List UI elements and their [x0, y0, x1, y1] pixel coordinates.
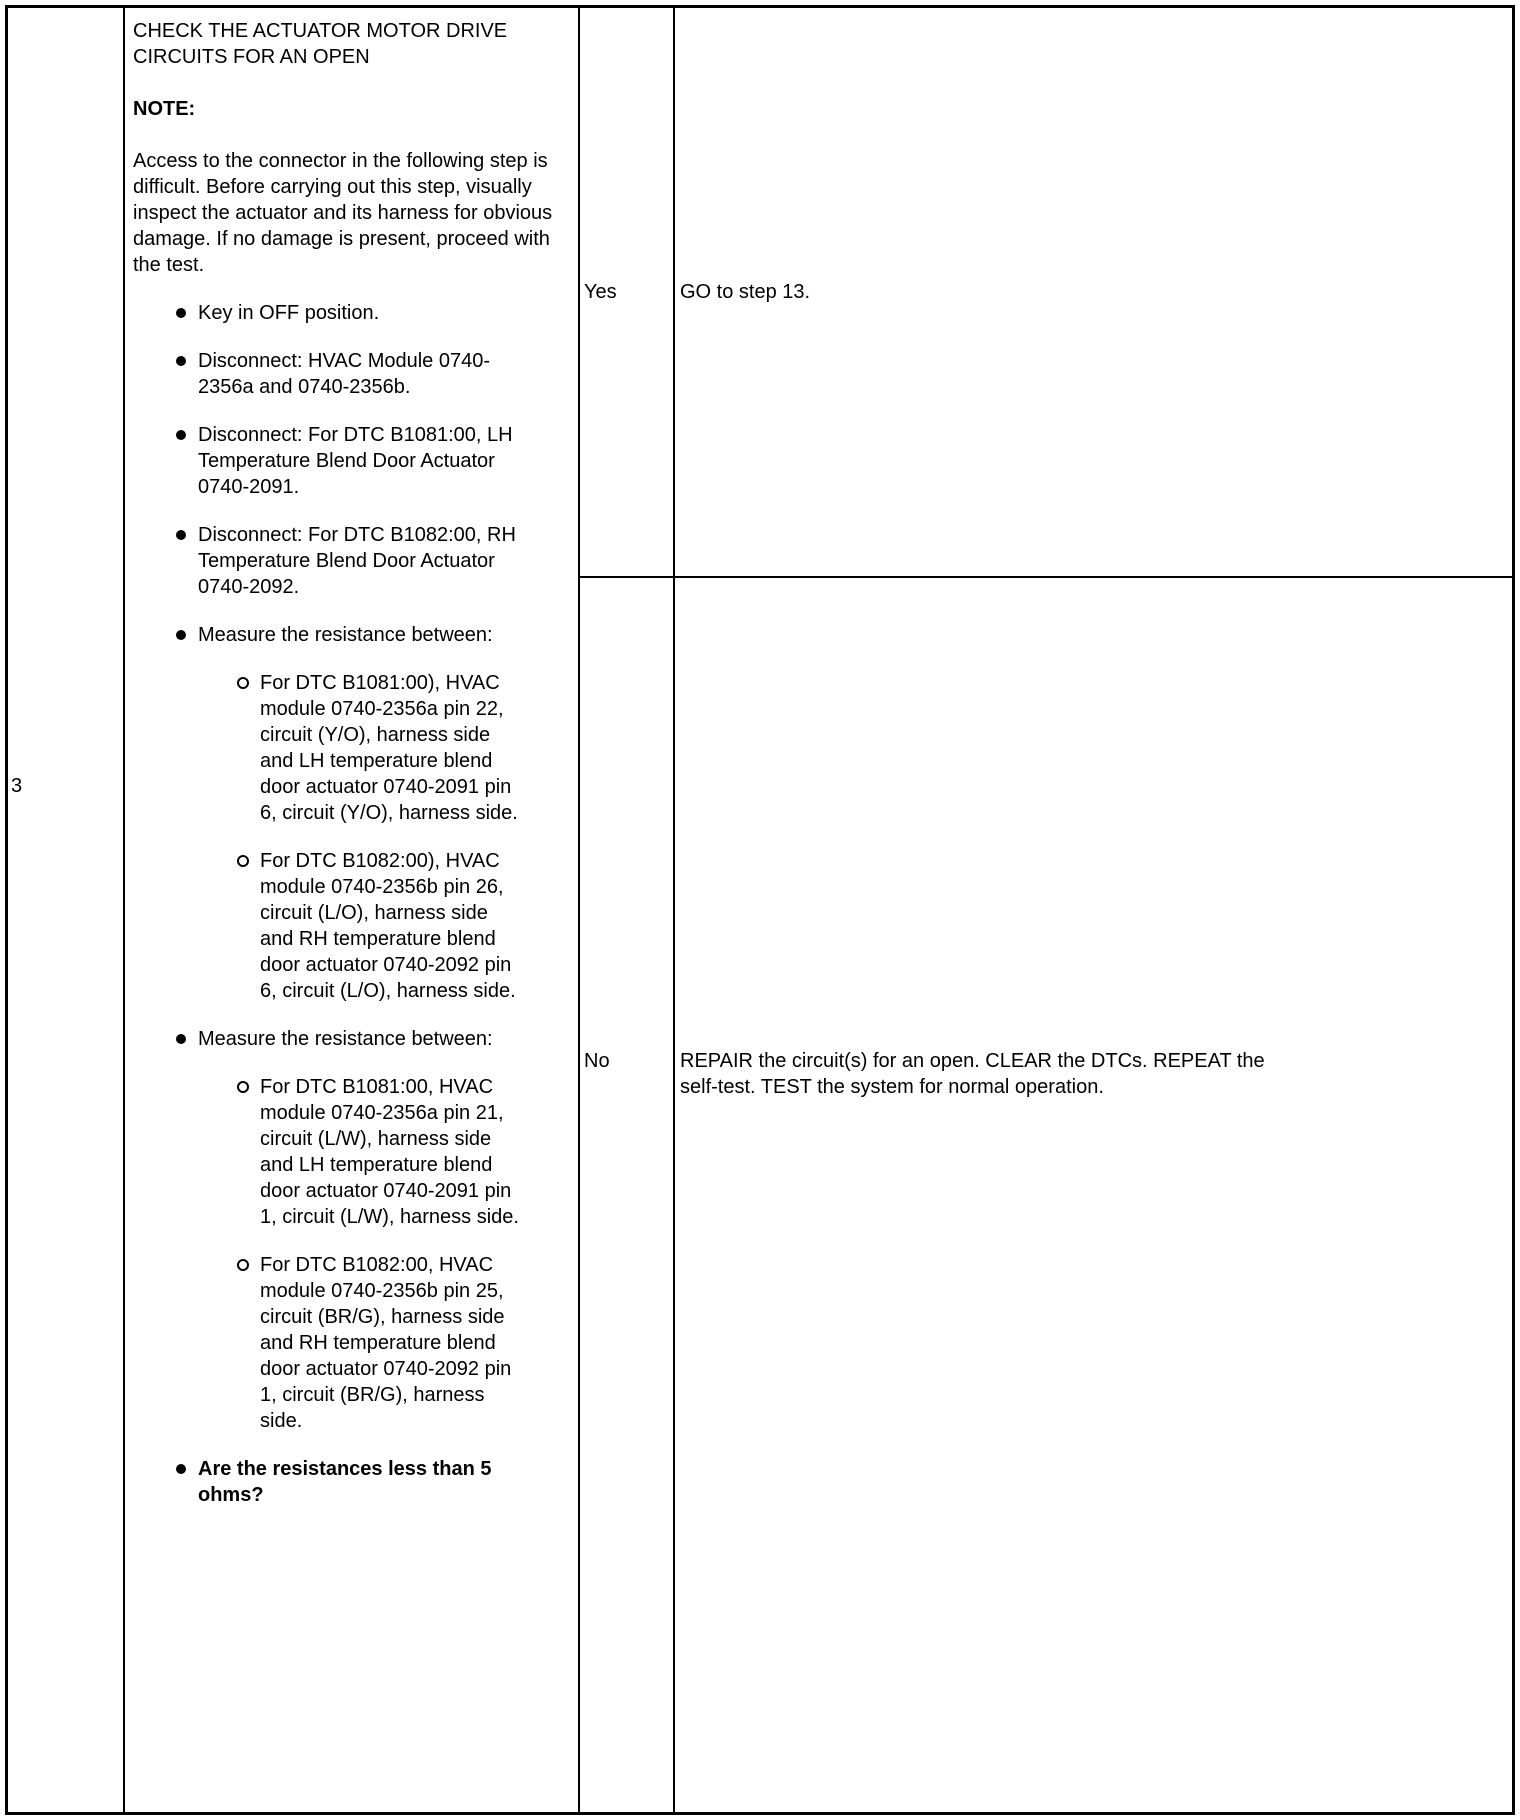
filled-bullet-icon: [176, 308, 186, 318]
open-circle-bullet-icon: [237, 1081, 249, 1093]
instruction-text: Measure the resistance between:: [198, 624, 493, 646]
instruction-item: [133, 1026, 570, 1052]
test-title: CHECK THE ACTUATOR MOTOR DRIVE CIRCUITS FOR AN OPEN: [133, 20, 508, 68]
open-circle-bullet-icon: [237, 1259, 249, 1271]
result-yes-cell: [580, 8, 675, 576]
step-number: 3: [11, 775, 23, 797]
instruction-item: [133, 522, 570, 600]
instruction-text: Measure the resistance between:: [198, 1028, 493, 1050]
note-label: NOTE:: [133, 98, 196, 120]
instruction-text: Disconnect: For DTC B1082:00, RH Temperature Blend Door Actuator 0740-2092.: [198, 524, 516, 598]
instruction-text: Key in OFF position.: [198, 302, 380, 324]
instruction-text: Disconnect: For DTC B1081:00, LH Temperature Blend Door Actuator 0740-2091.: [198, 424, 513, 498]
step-number-cell: [8, 8, 125, 1812]
sub-instruction-item: [133, 848, 570, 1004]
action-yes-cell: [675, 8, 1512, 576]
instruction-item: [133, 422, 570, 500]
instruction-text: For DTC B1081:00, HVAC module 0740-2356a pin 21, circuit (L/W), harness side and LH temperature blend door actuator 0740-2091 pin 1, circuit (L/W), harness side.: [260, 1076, 519, 1228]
sub-instruction-item: [133, 670, 570, 826]
result-no-label: No: [584, 1050, 610, 1072]
instruction-text: For DTC B1082:00, HVAC module 0740-2356b pin 25, circuit (BR/G), harness side and RH temperature blend door actuator 0740-2092 pin 1, circuit (BR/G), harness side.: [260, 1254, 512, 1432]
instruction-text: For DTC B1081:00), HVAC module 0740-2356a pin 22, circuit (Y/O), harness side and LH temperature blend door actuator 0740-2091 pin 6, circuit (Y/O), harness side.: [260, 672, 518, 824]
pinpoint-test-table: [5, 5, 1515, 1815]
sub-instruction-item: [133, 1252, 570, 1434]
sub-instruction-item: [133, 1074, 570, 1230]
yes-row: [580, 8, 1512, 578]
filled-bullet-icon: [176, 430, 186, 440]
instruction-text: For DTC B1082:00), HVAC module 0740-2356b pin 26, circuit (L/O), harness side and RH temperature blend door actuator 0740-2092 pin 6, circuit (L/O), harness side.: [260, 850, 516, 1002]
filled-bullet-icon: [176, 630, 186, 640]
test-step-cell: [125, 8, 580, 1812]
open-circle-bullet-icon: [237, 677, 249, 689]
instruction-item: [133, 1456, 570, 1508]
filled-bullet-icon: [176, 1464, 186, 1474]
result-action-columns: [580, 8, 1512, 1812]
instruction-text: Are the resistances less than 5 ohms?: [198, 1458, 492, 1506]
filled-bullet-icon: [176, 530, 186, 540]
result-no-cell: [580, 578, 675, 1812]
note-text: Access to the connector in the following step is difficult. Before carrying out this step, visually inspect the actuator and its harness for obvious damage. If no damage is present, proceed with the test.: [133, 150, 553, 276]
no-row: [580, 578, 1512, 1812]
open-circle-bullet-icon: [237, 855, 249, 867]
action-no-text: REPAIR the circuit(s) for an open. CLEAR the DTCs. REPEAT the self-test. TEST the system for normal operation.: [680, 1050, 1265, 1098]
filled-bullet-icon: [176, 356, 186, 366]
action-yes-text: GO to step 13.: [680, 281, 811, 303]
instruction-item: [133, 348, 570, 400]
instruction-list: [133, 300, 570, 1508]
action-no-cell: [675, 578, 1512, 1812]
result-yes-label: Yes: [584, 281, 617, 303]
instruction-item: [133, 300, 570, 326]
instruction-text: Disconnect: HVAC Module 0740-2356a and 0740-2356b.: [198, 350, 490, 398]
instruction-item: [133, 622, 570, 648]
filled-bullet-icon: [176, 1034, 186, 1044]
